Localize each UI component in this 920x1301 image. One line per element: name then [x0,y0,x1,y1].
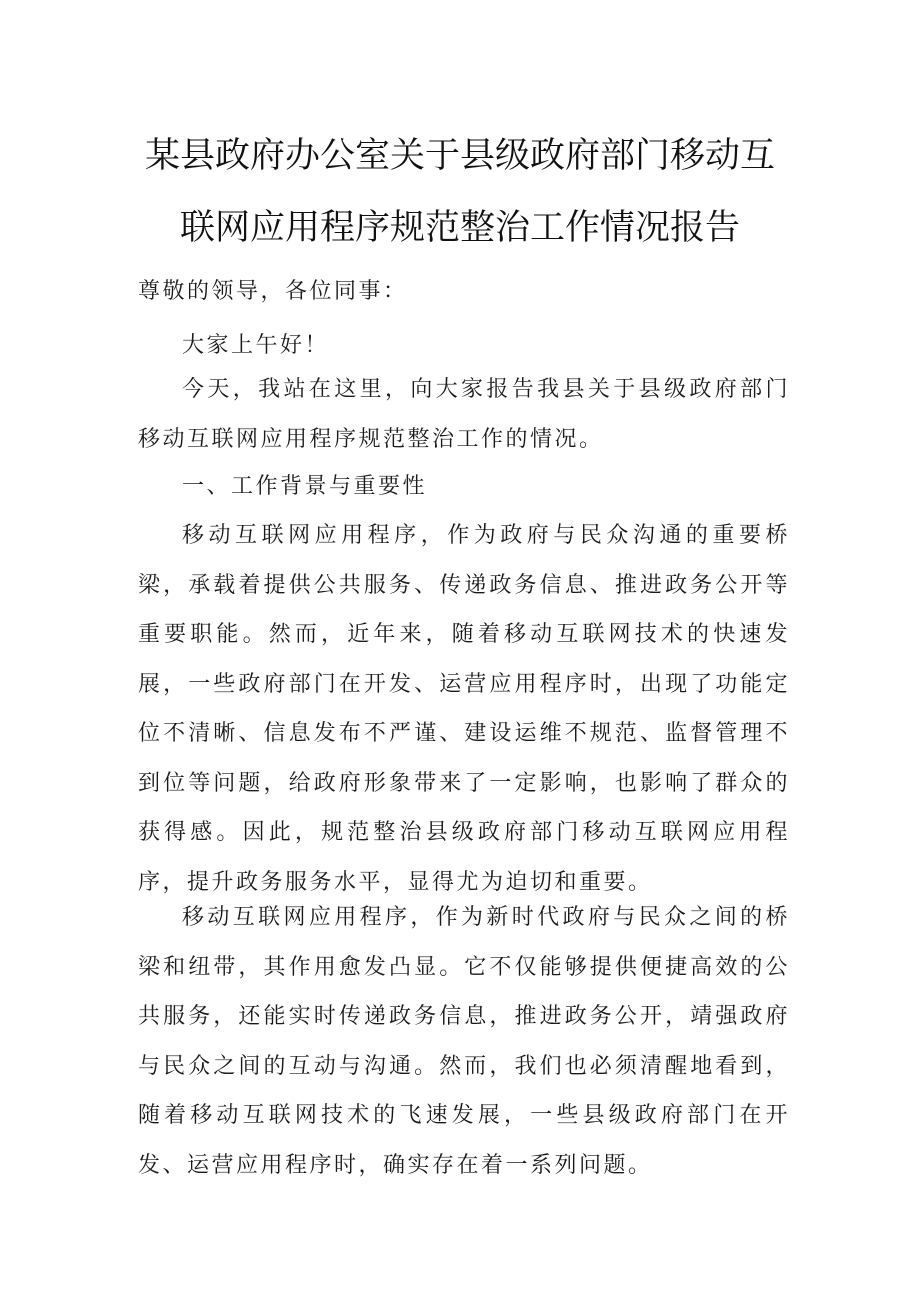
salutation: 尊敬的领导，各位同事： [138,279,408,304]
document-title-line-2: 联网应用程序规范整治工作情况报告 [179,208,740,248]
body-paragraph-2: 移动互联网应用程序，作为新时代政府与民众之间的桥梁和纽带，其作用愈发凸显。它不仅能够提供便捷高效的公共服务，还能实时传递政务信息，推进政务公开，靖强政府与民众之间的互动与沟通。然而，我们也必须清醒地看到，随着移动互联网技术的飞速发展，一些县级政府部门在开发、运营应用程序时，确实存在着一系列问题。 [138,905,790,1178]
intro-paragraph: 今天，我站在这里，向大家报告我县关于县级政府部门移动互联网应用程序规范整治工作的情况。 [138,377,790,452]
document-title-line-1: 某县政府办公室关于县级政府部门移动互 [144,136,775,176]
body-paragraph-1: 移动互联网应用程序，作为政府与民众沟通的重要桥梁，承载着提供公共服务、传递政务信息、推进政务公开等重要职能。然而，近年来，随着移动互联网技术的快速发展，一些政府部门在开发、运营应用程序时，出现了功能定位不清晰、信息发布不严谨、建设运维不规范、监督管理不到位等问题，给政府形象带来了一定影响，也影响了群众的获得感。因此，规范整治县级政府部门移动互联网应用程序，提升政务服务水平，显得尤为迫切和重要。 [138,523,790,895]
section-heading: 一、工作背景与重要性 [182,474,428,499]
greeting-paragraph: 大家上午好！ [182,333,330,358]
